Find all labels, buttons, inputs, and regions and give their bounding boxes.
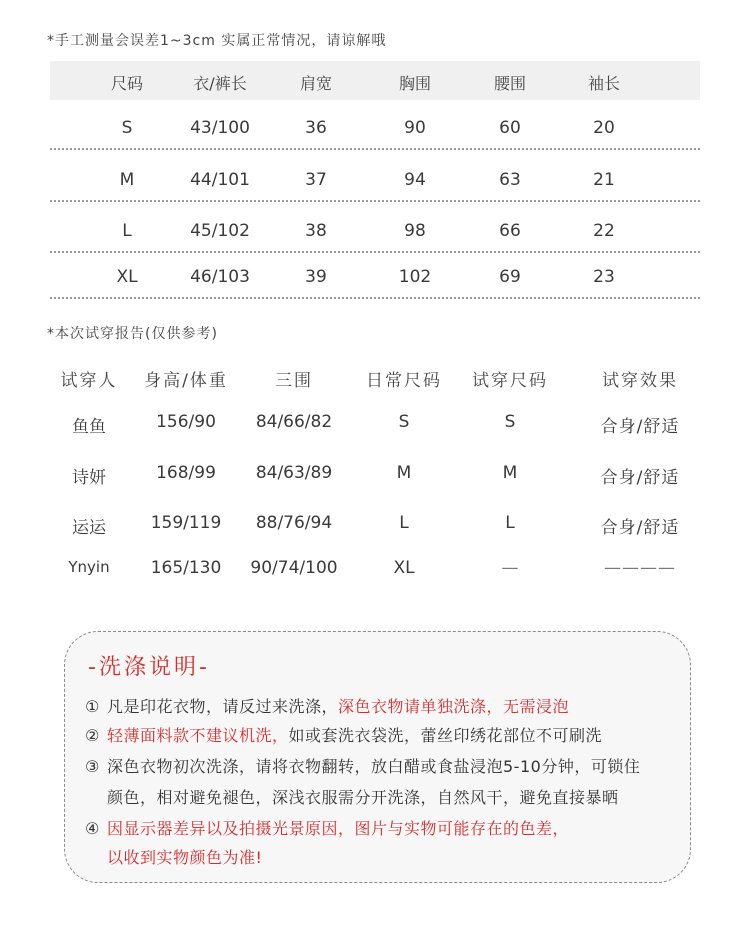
size-table-cell: 63	[499, 170, 521, 190]
trial-header-cell: 试穿尺码	[472, 371, 548, 391]
trial-table-cell: 合身/舒适	[600, 518, 680, 538]
size-table-cell: 90	[404, 118, 426, 138]
trial-table-cell: XL	[393, 558, 415, 578]
wash-text-highlight: 轻薄面料款不建议机洗，	[107, 726, 289, 745]
trial-report-note: *本次试穿报告(仅供参考)	[47, 326, 218, 342]
row-divider	[50, 297, 700, 299]
size-table-cell: 23	[593, 267, 615, 287]
wash-text-highlight: 以收到实物颜色为准!	[107, 848, 263, 867]
wash-line-number: ③	[85, 757, 100, 776]
trial-table-cell: 168/99	[156, 463, 216, 483]
trial-table-cell: ————	[604, 558, 676, 578]
trial-table-cell: 159/119	[150, 513, 222, 533]
size-table-cell: 43/100	[190, 118, 250, 138]
size-table-cell: 46/103	[190, 267, 250, 287]
wash-line	[85, 845, 262, 868]
size-header-cell: 胸围	[398, 74, 432, 93]
wash-text-highlight: 因显示器差异以及拍摄光景原因，图片与实物可能存在的色差，	[107, 819, 570, 838]
size-table-cell: 36	[305, 118, 327, 138]
size-header-cell: 衣/裤长	[193, 74, 247, 93]
trial-header-cell: 试穿效果	[602, 371, 678, 391]
size-table-cell: 21	[593, 170, 615, 190]
trial-table-cell: 鱼鱼	[72, 417, 106, 437]
trial-table-cell: L	[505, 513, 515, 533]
size-table-cell: 66	[499, 221, 521, 241]
trial-table-cell: 诗妍	[72, 468, 106, 488]
trial-table-cell: 合身/舒适	[600, 468, 680, 488]
size-header-cell: 袖长	[587, 74, 621, 93]
trial-table-cell: 156/90	[156, 412, 216, 432]
size-table-cell: 69	[499, 267, 521, 287]
wash-text: 颜色，相对避免褪色，深浅衣服需分开洗涤，自然风干，避免直接暴晒	[107, 788, 619, 807]
trial-header-cell: 身高/体重	[144, 371, 228, 391]
wash-line	[85, 723, 602, 746]
wash-line-number: ②	[85, 726, 100, 745]
size-table-cell: 98	[404, 221, 426, 241]
trial-table-cell: 合身/舒适	[600, 417, 680, 437]
wash-line-number: ①	[85, 697, 100, 716]
row-divider	[50, 200, 700, 202]
trial-table-cell: —	[501, 558, 519, 578]
wash-line-number: ④	[85, 819, 100, 838]
trial-header-cell: 日常尺码	[366, 371, 442, 391]
size-table-cell: 20	[593, 118, 615, 138]
wash-text-highlight: 深色衣物请单独洗涤，无需浸泡	[338, 697, 570, 716]
size-table-cell: 39	[305, 267, 327, 287]
size-table-cell: M	[119, 170, 135, 190]
row-divider	[50, 148, 700, 150]
trial-table-cell: 84/66/82	[255, 412, 333, 432]
trial-table-cell: 运运	[72, 518, 106, 538]
size-header-cell: 腰围	[493, 74, 527, 93]
wash-line	[85, 694, 569, 717]
trial-header-cell: 试穿人	[60, 371, 118, 391]
trial-table-cell: S	[398, 412, 410, 432]
trial-table-cell: 88/76/94	[255, 513, 333, 533]
size-table-cell: S	[121, 118, 133, 138]
size-table-cell: L	[122, 221, 132, 241]
row-divider	[50, 251, 700, 253]
size-table-cell: 94	[404, 170, 426, 190]
size-table-cell: 44/101	[190, 170, 250, 190]
wash-line	[85, 785, 619, 808]
trial-table-cell: S	[504, 412, 516, 432]
wash-title: -洗涤说明-	[88, 655, 210, 680]
trial-table-cell: M	[502, 463, 518, 483]
size-table-cell: 102	[398, 267, 432, 287]
trial-header-cell: 三围	[275, 371, 313, 391]
trial-table-cell: 165/130	[150, 558, 222, 578]
size-table-cell: XL	[116, 267, 138, 287]
trial-table-cell: Ynyin	[68, 558, 110, 576]
wash-line	[85, 816, 569, 839]
wash-text: 凡是印花衣物，请反过来洗涤，	[107, 697, 339, 716]
size-table-cell: 45/102	[190, 221, 250, 241]
wash-text: 深色衣物初次洗涤，请将衣物翻转，放白醋或食盐浸泡5-10分钟，可锁住	[107, 757, 641, 776]
size-header-cell: 尺码	[110, 74, 144, 93]
size-table-cell: 60	[499, 118, 521, 138]
wash-line	[85, 754, 640, 777]
size-table-cell: 38	[305, 221, 327, 241]
size-header-cell: 肩宽	[299, 74, 333, 93]
size-table-cell: 22	[593, 221, 615, 241]
trial-table-cell: 84/63/89	[255, 463, 333, 483]
size-measure-note: *手工测量会误差1~3cm 实属正常情况，请谅解哦	[47, 33, 387, 49]
trial-table-cell: M	[396, 463, 412, 483]
wash-text: 如或套洗衣袋洗，蕾丝印绣花部位不可刷洗	[288, 726, 603, 745]
size-table-cell: 37	[305, 170, 327, 190]
trial-table-cell: L	[399, 513, 409, 533]
trial-table-cell: 90/74/100	[250, 558, 338, 578]
